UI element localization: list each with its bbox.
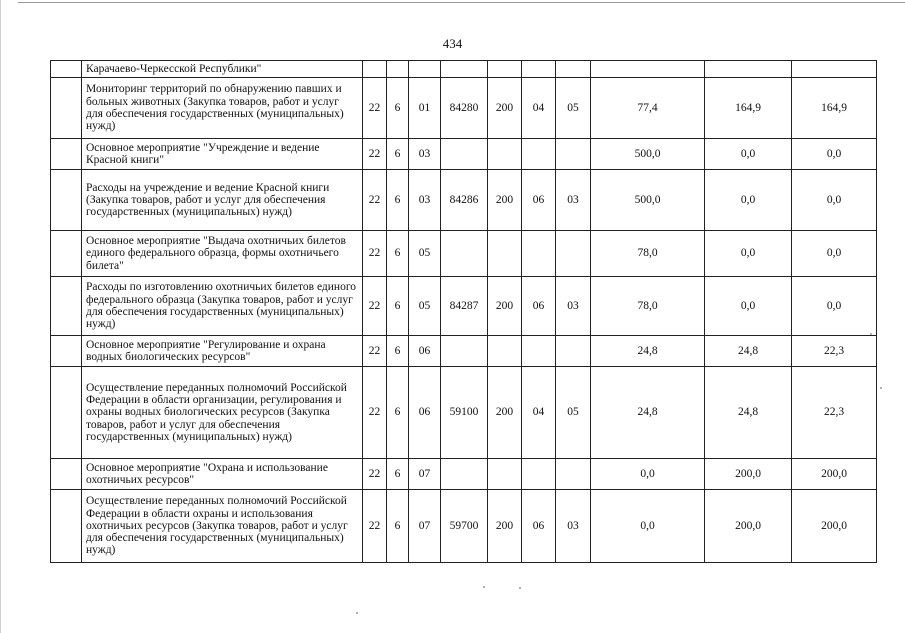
code-cell: 06 [522, 490, 556, 563]
amount-cell: 164,9 [792, 78, 877, 139]
amount-cell [792, 61, 877, 78]
code-cell [522, 139, 556, 170]
amount-cell [591, 61, 705, 78]
code-cell: 03 [556, 170, 591, 231]
row-number-cell [51, 78, 82, 139]
code-cell [556, 61, 591, 78]
code-cell: 200 [488, 367, 522, 459]
code-cell [556, 459, 591, 490]
code-cell: 03 [409, 139, 441, 170]
code-cell [556, 231, 591, 277]
amount-cell: 24,8 [705, 367, 792, 459]
code-cell: 03 [556, 277, 591, 336]
code-cell: 84287 [441, 277, 488, 336]
code-cell [556, 139, 591, 170]
row-number-cell [51, 490, 82, 563]
amount-cell: 0,0 [705, 231, 792, 277]
scan-speck [519, 587, 521, 589]
code-cell: 07 [409, 490, 441, 563]
expense-name-cell: Основное мероприятие "Регулирование и охрана водных биологических ресурсов" [82, 336, 363, 367]
code-cell [488, 61, 522, 78]
row-number-cell [51, 336, 82, 367]
row-number-cell [51, 139, 82, 170]
amount-cell: 164,9 [705, 78, 792, 139]
table-row [51, 490, 877, 563]
table-row [51, 170, 877, 231]
code-cell [488, 139, 522, 170]
amount-cell: 0,0 [591, 459, 705, 490]
table-row [51, 78, 877, 139]
code-cell [441, 459, 488, 490]
code-cell: 22 [363, 367, 387, 459]
code-cell: 06 [409, 336, 441, 367]
amount-cell: 78,0 [591, 277, 705, 336]
amount-cell: 24,8 [705, 336, 792, 367]
code-cell: 01 [409, 78, 441, 139]
code-cell: 22 [363, 459, 387, 490]
code-cell: 05 [556, 367, 591, 459]
code-cell: 07 [409, 459, 441, 490]
code-cell: 22 [363, 139, 387, 170]
amount-cell: 78,0 [591, 231, 705, 277]
code-cell: 06 [522, 170, 556, 231]
table-row [51, 336, 877, 367]
code-cell: 05 [556, 78, 591, 139]
code-cell: 22 [363, 490, 387, 563]
amount-cell: 0,0 [705, 139, 792, 170]
page-number: 434 [442, 36, 463, 51]
code-cell: 04 [522, 78, 556, 139]
code-cell: 84286 [441, 170, 488, 231]
code-cell: 200 [488, 490, 522, 563]
amount-cell: 0,0 [792, 170, 877, 231]
table-row [51, 277, 877, 336]
amount-cell: 0,0 [705, 170, 792, 231]
row-number-cell [51, 231, 82, 277]
code-cell: 200 [488, 170, 522, 231]
code-cell: 22 [363, 277, 387, 336]
expense-name-cell: Мониторинг территорий по обнаружению павших и больных животных (Закупка товаров, работ и услуг для обеспечения государственных (муниципальных) нужд) [82, 78, 363, 139]
code-cell [441, 139, 488, 170]
scan-speck [880, 387, 882, 389]
code-cell: 04 [522, 367, 556, 459]
expense-name-cell: Расходы по изготовлению охотничьих билетов единого федерального образца (Закупка товаров, работ и услуг для обеспечения государственных (муниципальных) нужд) [82, 277, 363, 336]
code-cell: 6 [387, 78, 409, 139]
code-cell: 05 [409, 231, 441, 277]
code-cell: 6 [387, 490, 409, 563]
table-row [51, 367, 877, 459]
scan-edge-left [0, 0, 1, 633]
amount-cell: 24,8 [591, 336, 705, 367]
amount-cell: 200,0 [792, 459, 877, 490]
code-cell: 59700 [441, 490, 488, 563]
code-cell: 6 [387, 170, 409, 231]
code-cell [441, 61, 488, 78]
expense-name-cell: Карачаево-Черкесской Республики" [82, 61, 363, 78]
amount-cell: 200,0 [705, 459, 792, 490]
code-cell: 05 [409, 277, 441, 336]
code-cell: 03 [409, 170, 441, 231]
amount-cell: 77,4 [591, 78, 705, 139]
expense-name-cell: Осуществление переданных полномочий Российской Федерации в области охраны и использования охотничьих ресурсов (Закупка товаров, работ и услуг для обеспечения государственных (муниципальных) нужд) [82, 490, 363, 563]
code-cell: 6 [387, 367, 409, 459]
row-number-cell [51, 367, 82, 459]
expense-name-cell: Осуществление переданных полномочий Российской Федерации в области организации, регулирования и охраны водных биологических ресурсов (Закупка товаров, работ и услуг для обеспечения государственных (муниципальных) нужд) [82, 367, 363, 459]
amount-cell [705, 61, 792, 78]
scan-speck [870, 333, 872, 335]
table-row [51, 61, 877, 78]
code-cell: 22 [363, 78, 387, 139]
amount-cell: 500,0 [591, 139, 705, 170]
expense-name-cell: Основное мероприятие "Выдача охотничьих билетов единого федерального образца, формы охотничьего билета" [82, 231, 363, 277]
amount-cell: 500,0 [591, 170, 705, 231]
scan-speck [356, 612, 358, 614]
code-cell [522, 231, 556, 277]
amount-cell: 0,0 [591, 490, 705, 563]
amount-cell: 24,8 [591, 367, 705, 459]
row-number-cell [51, 61, 82, 78]
expense-name-cell: Расходы на учреждение и ведение Красной книги (Закупка товаров, работ и услуг для обеспечения государственных (муниципальных) нужд) [82, 170, 363, 231]
code-cell [488, 336, 522, 367]
amount-cell: 200,0 [705, 490, 792, 563]
code-cell: 6 [387, 336, 409, 367]
code-cell: 03 [556, 490, 591, 563]
code-cell [522, 61, 556, 78]
amount-cell: 0,0 [705, 277, 792, 336]
scan-edge-top [18, 2, 905, 3]
expense-name-cell: Основное мероприятие "Охрана и использование охотничьих ресурсов" [82, 459, 363, 490]
code-cell: 200 [488, 78, 522, 139]
code-cell: 6 [387, 277, 409, 336]
code-cell [488, 459, 522, 490]
amount-cell: 200,0 [792, 490, 877, 563]
table-row [51, 139, 877, 170]
code-cell [556, 336, 591, 367]
code-cell: 06 [409, 367, 441, 459]
code-cell [387, 61, 409, 78]
amount-cell: 0,0 [792, 231, 877, 277]
row-number-cell [51, 170, 82, 231]
code-cell: 22 [363, 336, 387, 367]
code-cell: 6 [387, 139, 409, 170]
code-cell: 200 [488, 277, 522, 336]
amount-cell: 0,0 [792, 277, 877, 336]
table-row [51, 231, 877, 277]
expense-name-cell: Основное мероприятие "Учреждение и ведение Красной книги" [82, 139, 363, 170]
code-cell: 6 [387, 459, 409, 490]
amount-cell: 22,3 [792, 336, 877, 367]
row-number-cell [51, 459, 82, 490]
code-cell: 22 [363, 170, 387, 231]
scan-speck [483, 586, 485, 588]
code-cell [409, 61, 441, 78]
code-cell [441, 231, 488, 277]
code-cell [363, 61, 387, 78]
code-cell: 06 [522, 277, 556, 336]
code-cell [488, 231, 522, 277]
code-cell: 6 [387, 231, 409, 277]
amount-cell: 0,0 [792, 139, 877, 170]
code-cell [441, 336, 488, 367]
row-number-cell [51, 277, 82, 336]
code-cell [522, 459, 556, 490]
table-row [51, 459, 877, 490]
amount-cell: 22,3 [792, 367, 877, 459]
code-cell: 22 [363, 231, 387, 277]
code-cell [522, 336, 556, 367]
code-cell: 59100 [441, 367, 488, 459]
code-cell: 84280 [441, 78, 488, 139]
budget-table [50, 60, 877, 563]
